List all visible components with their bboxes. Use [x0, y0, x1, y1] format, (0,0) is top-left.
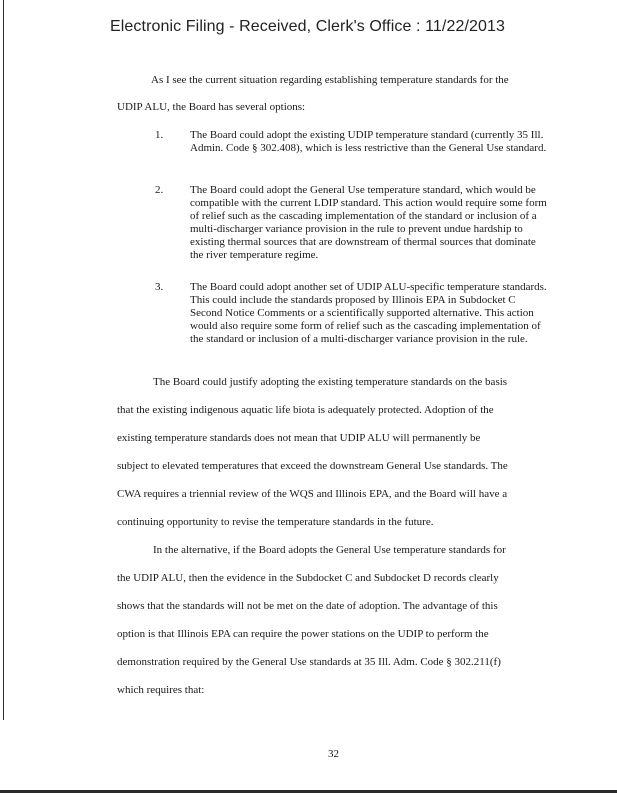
- paragraph1-line: The Board could justify adopting the existing temperature standards on the basis: [153, 376, 508, 388]
- paragraph2-line: In the alternative, if the Board adopts the General Use temperature standards for: [153, 544, 506, 556]
- option-text: The Board could adopt another set of UDIP ALU-specific temperature standards. This could include the standards proposed by Illinois EPA in Subdocket C Second Notice Comments or a scientifically supported alternative. This action would also require some form of relief such as the cascading implementation of the standard or inclusion of a multi-discharger variance provision in the rule.: [190, 281, 547, 346]
- paragraph2-line: option is that Illinois EPA can require the power stations on the UDIP to perform the: [117, 628, 489, 640]
- option-text: The Board could adopt the General Use temperature standard, which would be compatible with the current LDIP standard. This action would require some form of relief such as the cascading implementation of the standard or inclusion of a multi-discharger variance provision in the rule to prevent undue hardship to existing thermal sources that are downstream of thermal sources that dominate the river temperature regime.: [190, 184, 547, 262]
- paragraph2-line: which requires that:: [117, 684, 205, 696]
- paragraph1-line: continuing opportunity to revise the temperature standards in the future.: [117, 516, 434, 528]
- intro-line-2: UDIP ALU, the Board has several options:: [117, 101, 306, 113]
- paragraph2-line: demonstration required by the General Use standards at 35 Ill. Adm. Code § 302.211(f): [117, 656, 501, 668]
- option-number: 2.: [155, 184, 164, 196]
- option-item-2: [155, 184, 555, 263]
- paragraph2-line: the UDIP ALU, then the evidence in the Subdocket C and Subdocket D records clearly: [117, 572, 499, 584]
- scan-bottom-border: [0, 790, 617, 793]
- paragraph1-line: that the existing indigenous aquatic life biota is adequately protected. Adoption of the: [117, 404, 494, 416]
- page-number: 32: [328, 748, 339, 760]
- option-number: 3.: [155, 281, 164, 293]
- intro-line-1: As I see the current situation regarding establishing temperature standards for the: [151, 74, 509, 86]
- paragraph1-line: subject to elevated temperatures that exceed the downstream General Use standards. The: [117, 460, 508, 472]
- option-item-3: [155, 281, 555, 346]
- option-text: The Board could adopt the existing UDIP temperature standard (currently 35 Ill. Admin. Code § 302.408), which is less restrictive than the General Use standard.: [190, 129, 547, 155]
- paragraph1-line: existing temperature standards does not mean that UDIP ALU will permanently be: [117, 432, 481, 444]
- scan-edge-line: [3, 0, 4, 720]
- option-item-1: [155, 129, 555, 155]
- paragraph2-line: shows that the standards will not be met on the date of adoption. The advantage of this: [117, 600, 498, 612]
- filing-stamp-header: Electronic Filing - Received, Clerk's Office : 11/22/2013: [110, 18, 506, 35]
- paragraph1-line: CWA requires a triennial review of the WQS and Illinois EPA, and the Board will have a: [117, 488, 508, 500]
- option-number: 1.: [155, 129, 164, 141]
